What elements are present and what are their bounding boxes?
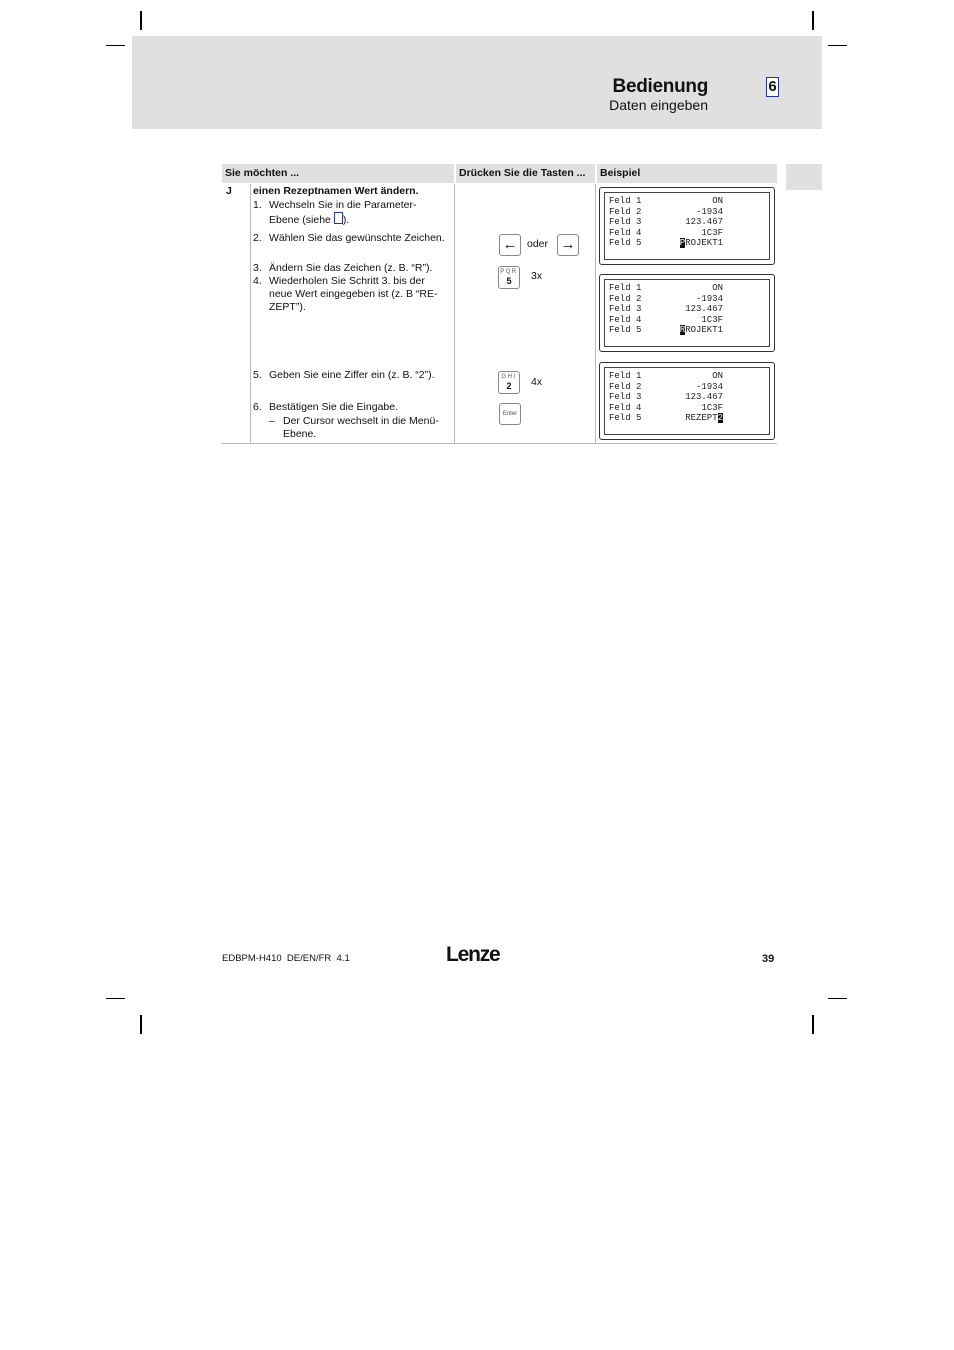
step-text: Wechseln Sie in die Parameter- [269,199,417,211]
lcd-row [609,196,723,207]
key-digit: 2 [506,381,512,391]
column-header-keys: Drücken Sie die Tasten ... [456,164,595,183]
lcd-row [609,238,723,249]
step-text: Geben Sie eine Ziffer ein (z. B. “2”). [269,369,435,381]
step-number: 1. [253,199,262,211]
step-number: 4. [253,275,262,287]
step-text [269,212,349,227]
key-5-pqr[interactable] [498,266,520,289]
left-arrow-key[interactable]: ← [499,234,521,256]
table-bottom-rule [222,443,777,444]
lcd-label: Feld 1 [609,371,642,381]
right-arrow-key[interactable]: → [557,234,579,256]
row-marker: J [226,185,232,197]
lcd-row [609,283,723,294]
lcd-value [680,238,723,249]
lcd-label: Feld 4 [609,403,642,413]
step-text: Bestätigen Sie die Eingabe. [269,401,399,413]
side-tab [786,164,822,190]
lcd-cursor: P [679,238,686,248]
crop-mark [828,45,847,46]
crop-mark [812,11,814,30]
lcd-value: ON [712,371,723,381]
lenze-logo: Lenze [446,943,500,966]
step-text: ZEPT”). [269,301,306,313]
header-band [132,36,822,129]
lcd-label: Feld 5 [609,325,642,335]
step-number: 3. [253,262,262,274]
lcd-value: -1934 [695,207,723,217]
lcd-label: Feld 1 [609,196,642,206]
lcd-row [609,413,723,424]
crop-mark [812,1015,814,1034]
sub-bullet-dash: – [269,415,275,427]
or-label: oder [527,238,549,250]
crop-mark [828,998,847,999]
lcd-label: Feld 1 [609,283,642,293]
lcd-value-text: ROJEKT1 [685,325,723,335]
sub-bullet-text: Ebene. [283,428,317,440]
key-letters: GHI [501,374,517,380]
step-text: Wählen Sie das gewünschte Zeichen. [269,232,445,244]
lcd-value: 1C3F [701,315,723,325]
table-divider [595,184,596,443]
lcd-label: Feld 5 [609,413,642,423]
lcd-row [609,371,723,382]
lcd-value-text: ROJEKT1 [685,238,723,248]
column-header-example: Beispiel [597,164,777,183]
lcd-screen [604,192,770,260]
enter-key[interactable]: Enter [499,403,521,425]
step-number: 5. [253,369,262,381]
step-text-part: ). [342,214,350,226]
sub-bullet-text: Der Cursor wechselt in die Menü- [283,415,439,427]
lcd-value: ON [712,196,723,206]
lcd-row [609,392,723,403]
chapter-number[interactable]: 6 [766,77,779,97]
lcd-row [609,304,723,315]
lcd-label: Feld 2 [609,294,642,304]
key-2-ghi[interactable] [498,371,520,394]
lcd-value: 123.467 [685,217,723,227]
lcd-value: 1C3F [701,403,723,413]
lcd-row [609,217,723,228]
lcd-display-2 [599,274,775,352]
lcd-value: ON [712,283,723,293]
page-reference-link[interactable] [334,212,343,224]
page-subtitle: Daten eingeben [609,97,708,113]
step-text: neue Wert eingegeben ist (z. B “RE- [269,288,438,300]
step-number: 6. [253,401,262,413]
table-divider [250,184,251,443]
lcd-label: Feld 5 [609,238,642,248]
document-id: EDBPM-H410 DE/EN/FR 4.1 [222,953,350,964]
lcd-label: Feld 4 [609,315,642,325]
step-text-part: Ebene (siehe [269,214,331,226]
crop-mark [140,11,142,30]
step-text: Ändern Sie das Zeichen (z. B. “R”). [269,262,433,274]
lcd-screen [604,279,770,347]
repeat-count: 4x [531,376,543,388]
lcd-label: Feld 3 [609,304,642,314]
lcd-value [685,413,723,424]
lcd-cursor: R [679,325,686,335]
column-header-task: Sie möchten ... [222,164,454,183]
lcd-label: Feld 4 [609,228,642,238]
crop-mark [106,998,125,999]
lcd-label: Feld 3 [609,217,642,227]
task-title: einen Rezeptnamen Wert ändern. [253,185,419,197]
page-title: Bedienung [612,76,708,97]
lcd-value: -1934 [695,382,723,392]
lcd-display-1 [599,187,775,265]
crop-mark [140,1015,142,1034]
page-number: 39 [762,953,775,965]
lcd-label: Feld 2 [609,382,642,392]
lcd-value: 123.467 [685,392,723,402]
lcd-label: Feld 2 [609,207,642,217]
repeat-count: 3x [531,270,543,282]
lcd-value [680,325,723,336]
lcd-screen [604,367,770,435]
key-digit: 5 [506,276,512,286]
lcd-row [609,325,723,336]
key-letters: PQR [500,269,518,275]
lcd-value: -1934 [695,294,723,304]
lcd-cursor: 2 [717,413,723,423]
lcd-value-text: REZEPT [685,413,718,423]
lcd-label: Feld 3 [609,392,642,402]
step-number: 2. [253,232,262,244]
crop-mark [106,45,125,46]
table-divider [454,184,455,443]
lcd-display-3 [599,362,775,440]
step-text: Wiederholen Sie Schritt 3. bis der [269,275,425,287]
lcd-value: 1C3F [701,228,723,238]
lcd-value: 123.467 [685,304,723,314]
